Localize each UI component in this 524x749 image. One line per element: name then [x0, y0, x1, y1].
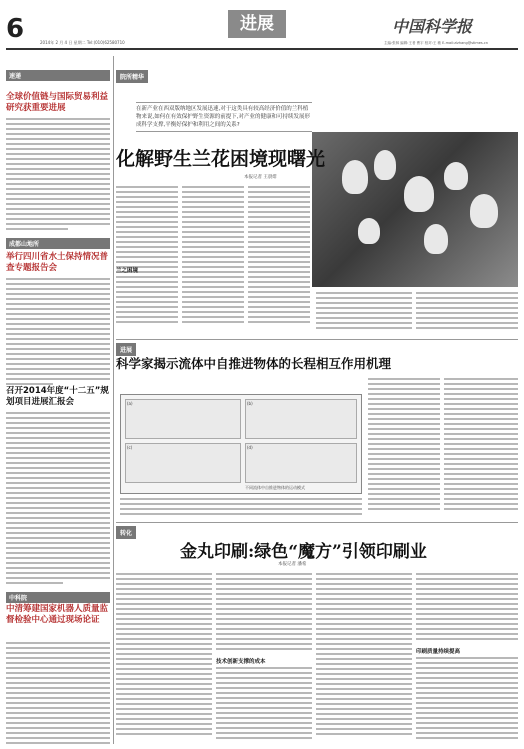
figure-caption: 不同流体中自推进物体的运动模式: [245, 485, 305, 490]
story-headline-2: 举行四川省水土保持情况普查专题报告会: [6, 252, 109, 273]
feature-subhead: 兰之困境: [116, 268, 139, 274]
section-title: 进展: [228, 10, 286, 38]
date-line: 2014年 2 月 4 日 星期二 Tel:(010)62580710: [40, 40, 125, 45]
section-label-cas: 中科院: [6, 592, 110, 603]
printing-body-col-2b: [216, 667, 312, 742]
printing-byline: 本报记者 潘希: [278, 562, 307, 567]
story-headline-3: 召开2014年度“十二五”规划项目进展汇报会: [6, 386, 109, 407]
feature-pull-quote: 在新产业在西双版纳地区发展迅速,对于这类具有较高经济价值的兰科植物来说,如何在有效保护野生资源的前提下,对产业的健康和可持续发展形成科学支撑,平衡好保护和利用之间的关系?: [136, 102, 312, 132]
feature-article: [116, 56, 518, 334]
story-headline-1: 全球价值链与国际贸易利益研究获重要进展: [6, 92, 109, 113]
masthead-logo: 中国科学报: [392, 17, 473, 36]
printing-kicker: 转化: [116, 526, 136, 539]
figure-panel-label-a: (a): [127, 401, 133, 406]
science-body-col-3: [444, 378, 518, 513]
science-body-left: [120, 498, 362, 518]
printing-headline: 金丸印刷:绿色“魔方”引领印刷业: [180, 542, 427, 562]
figure-panel-label-d: (d): [247, 445, 253, 450]
feature-body-col-4: [316, 292, 412, 332]
page-header: [0, 0, 524, 56]
story-body-1: [6, 118, 110, 233]
science-kicker: 进展: [116, 343, 136, 356]
science-headline: 科学家揭示流体中自推进物体的长程相互作用机理: [116, 356, 392, 371]
science-body-col-2: [368, 378, 440, 513]
feature-body-col-2: [182, 186, 244, 326]
feature-headline: 化解野生兰花困境现曙光: [116, 148, 326, 170]
figure-panel-label-c: (c): [127, 445, 133, 450]
feature-body-col-3: [248, 186, 310, 326]
feature-body-col-5: [416, 292, 518, 332]
story-headline-4: 中清筹建国家机器人质量监督检验中心通过现场论证: [6, 604, 109, 625]
story-body-3: [6, 412, 110, 587]
printing-subhead-2: 印刷质量持续提高: [416, 649, 461, 655]
printing-body-col-3: [316, 573, 412, 738]
story-body-4: [6, 642, 110, 747]
printing-body-col-4: [416, 573, 518, 643]
printing-subhead-1: 技术创新支撑的成本: [216, 659, 266, 665]
orchid-photo: [312, 132, 518, 287]
section-label-chengdu: 成都山地所: [6, 238, 110, 249]
story-body-2: [6, 278, 110, 388]
figure-panel-label-b: (b): [247, 401, 253, 406]
science-figure: [120, 394, 362, 494]
column-divider: [113, 56, 114, 744]
science-article: [116, 339, 518, 521]
printing-article: [116, 522, 518, 744]
printing-body-col-1: [116, 573, 212, 738]
left-news-column: [6, 56, 110, 744]
printing-body-col-4b: [416, 657, 518, 742]
feature-body-col-1: [116, 186, 178, 326]
printing-body-col-2: [216, 573, 312, 653]
feature-byline: 本报记者 王晨绯: [244, 175, 277, 180]
contact-line: 主编:张林 编辑:王者 曹宇 校对:王 敏 E-mail:zlzhang@stimes.cn: [384, 41, 489, 45]
header-rule: [6, 48, 518, 50]
page-number: 6: [6, 14, 25, 44]
feature-kicker: 院所精华: [116, 70, 148, 83]
section-label-express: 速递: [6, 70, 110, 81]
